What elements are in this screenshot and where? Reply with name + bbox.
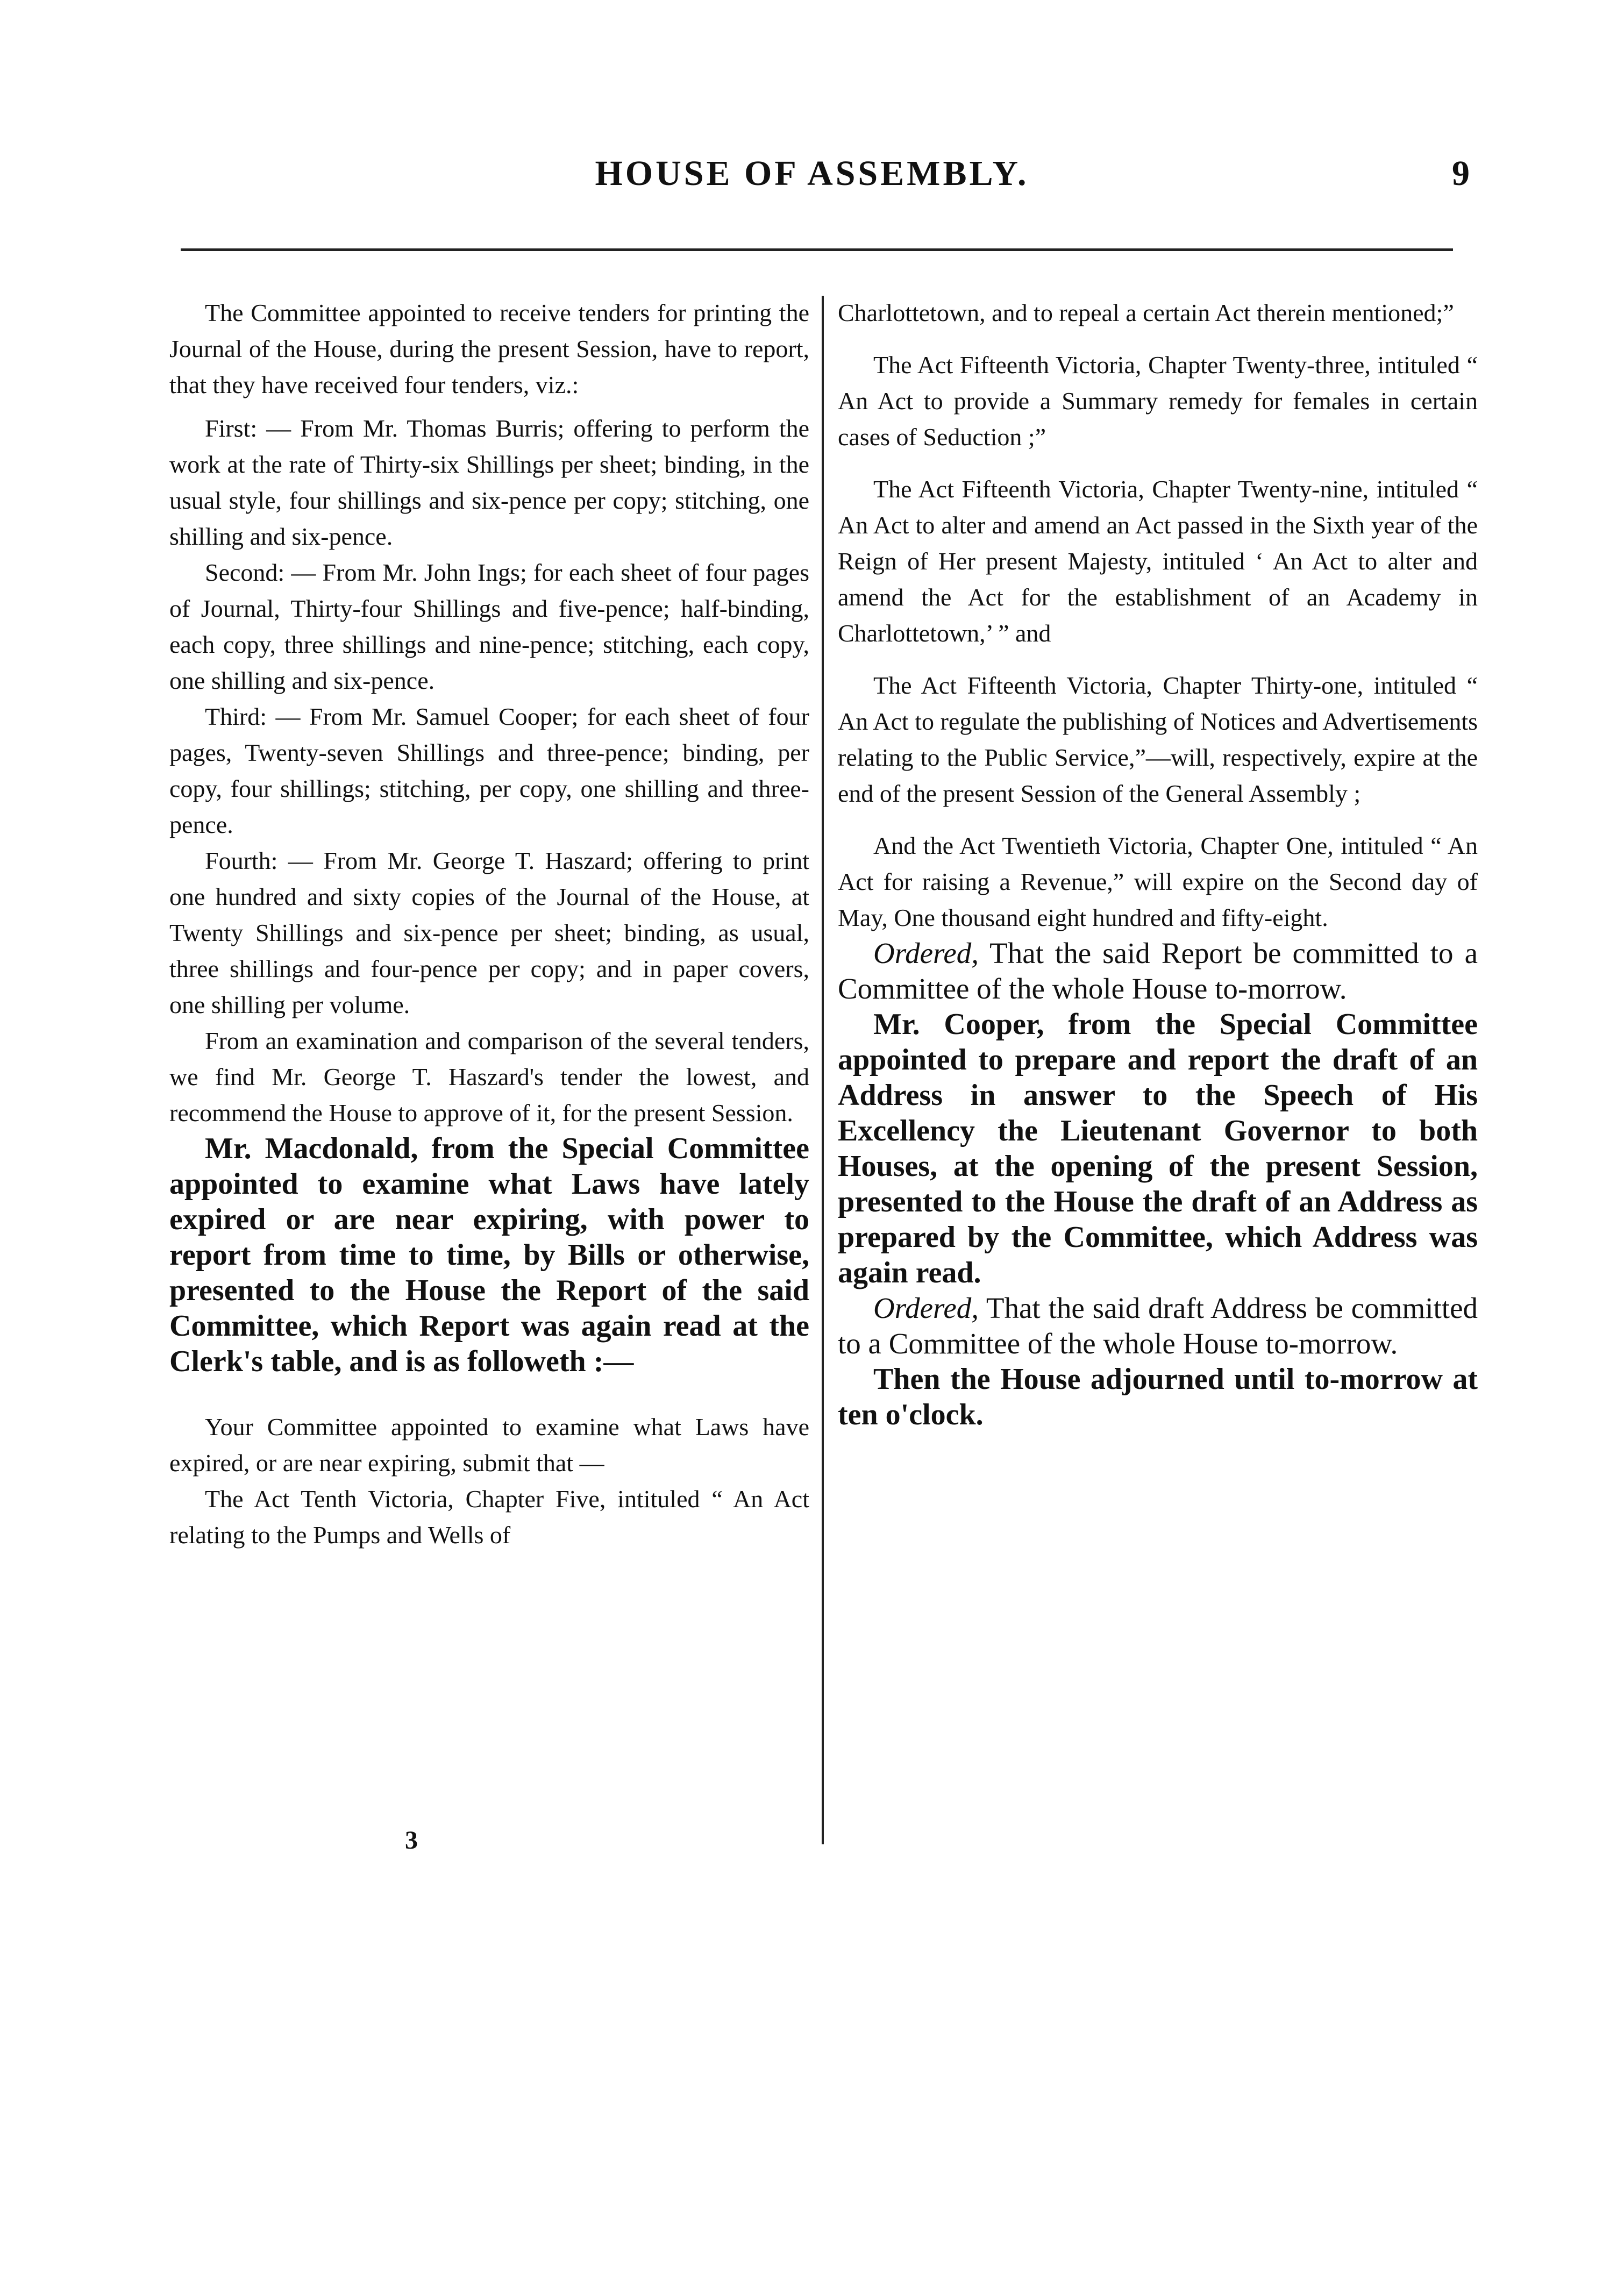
ordered-address-text: That the said draft Address be committed to a Committee of the whole House to-morrow.: [838, 1292, 1478, 1360]
tender-first-paragraph: First: — From Mr. Thomas Burris; offering to perform the work at the rate of Thirty-six Shillings per sheet; binding, in the usual style, four shillings and six-pence per copy; stitching, one shilling and six-pence.: [169, 415, 809, 550]
tender-second-paragraph: Second: — From Mr. John Ings; for each sheet of four pages of Journal, Thirty-four Shillings and five-pence; half-binding, each copy, three shillings and nine-pence; stitching, each copy, one shilling and six-pence.: [169, 559, 809, 694]
ordered-label: Ordered,: [873, 937, 979, 969]
macdonald-report-paragraph: Mr. Macdonald, from the Special Committee appointed to examine what Laws have lately expired or are near expiring, with power to report from time to time, by Bills or otherwise, presented to the House the Report of the said Committee, which Report was again read at the Clerk's table, and is as followeth :—: [169, 1132, 809, 1378]
adjourned-paragraph: Then the House adjourned until to-morrow at ten o'clock.: [838, 1363, 1478, 1431]
act-tenth-paragraph-start: The Act Tenth Victoria, Chapter Five, intituled “ An Act relating to the Pumps and Wells of: [169, 1485, 809, 1549]
cooper-report-paragraph: Mr. Cooper, from the Special Committee appointed to prepare and report the draft of an Address in answer to the Speech of His Excellency the Lieutenant Governor to both Houses, at the opening of the present Session, presented to the House the draft of an Address as prepared by the Committee, which Address was again read.: [838, 1008, 1478, 1289]
tender-third-paragraph: Third: — From Mr. Samuel Cooper; for each sheet of four pages, Twenty-seven Shillings and three-pence; binding, per copy, four shillings; stitching, per copy, one shilling and three-pence.: [169, 703, 809, 838]
column-divider: [822, 296, 824, 1844]
right-column: [838, 295, 1478, 1432]
committee-intro-paragraph: Your Committee appointed to examine what Laws have expired, or are near expiring, submit that —: [169, 1413, 809, 1477]
tenders-intro-paragraph: The Committee appointed to receive tenders for printing the Journal of the House, during the present Session, have to report, that they have received four tenders, viz.:: [169, 299, 809, 398]
act-fifteenth-29-paragraph: The Act Fifteenth Victoria, Chapter Twenty-nine, intituled “ An Act to alter and amend an Act passed in the Sixth year of the Reign of Her present Majesty, intituled ‘ An Act to alter and amend the Act for the establishment of an Academy in Charlottetown,’ ” and: [838, 475, 1478, 647]
left-column: [169, 295, 809, 1553]
act-tenth-paragraph-end: Charlottetown, and to repeal a certain Act therein mentioned;”: [838, 299, 1454, 326]
ordered-report-paragraph: [838, 936, 1478, 1007]
act-fifteenth-23-paragraph: The Act Fifteenth Victoria, Chapter Twenty-three, intituled “ An Act to provide a Summary remedy for females in certain cases of Seduction ;”: [838, 351, 1478, 451]
header-rule: [181, 248, 1453, 251]
ordered-report-text: That the said Report be committed to a Committee of the whole House to-morrow.: [838, 937, 1478, 1005]
page-header-title: HOUSE OF ASSEMBLY.: [595, 154, 1029, 193]
ordered-address-paragraph: [838, 1290, 1478, 1361]
page-number: 9: [1452, 154, 1470, 193]
tender-fourth-paragraph: Fourth: — From Mr. George T. Haszard; offering to print one hundred and sixty copies of the Journal of the House, at Twenty Shillings and six-pence per sheet; binding, as usual, three shillings and four-pence per copy; and in paper covers, one shilling per volume.: [169, 847, 809, 1018]
signature-mark: 3: [405, 1826, 418, 1855]
act-fifteenth-31-paragraph: The Act Fifteenth Victoria, Chapter Thirty-one, intituled “ An Act to regulate the publishing of Notices and Advertisements relating to the Public Service,”—will, respectively, expire at the end of the present Session of the General Assembly ;: [838, 672, 1478, 807]
tenders-conclusion-paragraph: From an examination and comparison of the several tenders, we find Mr. George T. Haszard's tender the lowest, and recommend the House to approve of it, for the present Session.: [169, 1027, 809, 1126]
ordered-label-2: Ordered,: [873, 1292, 979, 1324]
act-twentieth-paragraph: And the Act Twentieth Victoria, Chapter One, intituled “ An Act for raising a Revenue,” will expire on the Second day of May, One thousand eight hundred and fifty-eight.: [838, 832, 1478, 931]
